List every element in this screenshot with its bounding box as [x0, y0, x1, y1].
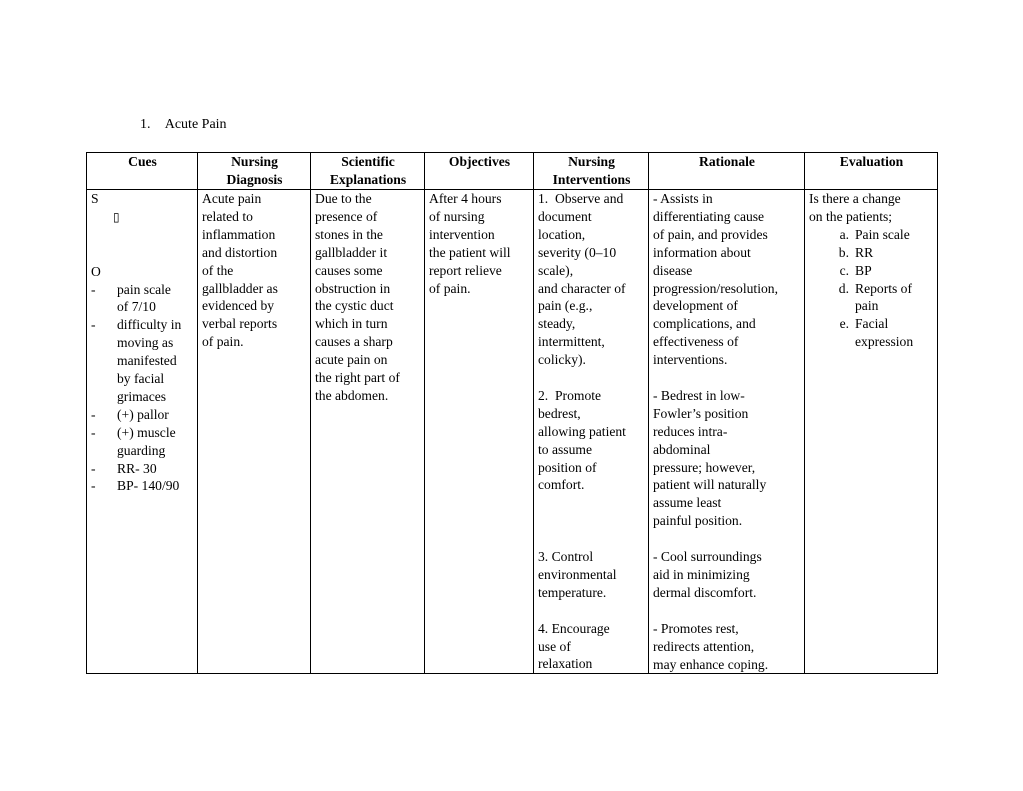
list-item: - RR- 30 [91, 460, 157, 476]
rationale-cell [649, 190, 805, 674]
header-nursing-diagnosis: Nursing Diagnosis [198, 153, 311, 190]
list-item: - (+) pallor [91, 406, 169, 422]
evaluation-cell [805, 190, 938, 674]
evaluation-list [809, 226, 934, 351]
objective-label: O [91, 263, 101, 279]
diagnosis-text: Acute pain related to inflammation and distortion of the gallbladder as evidenced by verbal reports of pain. [202, 191, 278, 350]
list-item: - pain scale of 7/10 [91, 281, 171, 315]
header-evaluation: Evaluation [805, 153, 938, 190]
intervention-4: 4. Encourage use of relaxation [538, 620, 610, 672]
list-item: - difficulty in moving as manifested by facial grimaces [91, 317, 182, 404]
header-rationale: Rationale [649, 153, 805, 190]
subjective-label: S [91, 191, 99, 206]
intervention-3: 3. Control environmental temperature. [538, 549, 617, 600]
section-heading [140, 116, 227, 134]
intervention-1: 1. Observe and document location, severity (0–10 scale), and character of pain (e.g., steady, intermittent, colicky). [538, 191, 626, 368]
list-item: a. Pain scale [839, 226, 910, 242]
header-row [87, 153, 938, 190]
rationale-2: - Bedrest in low- Fowler’s position reduces intra- abdominal pressure; however, patient will naturally assume least painful position. [653, 387, 767, 529]
list-item: - (+) muscle guarding [91, 424, 176, 458]
evaluation-intro: Is there a change on the patients; [809, 191, 901, 224]
list-item: c. BP [839, 262, 872, 278]
table-row [87, 190, 938, 674]
objectives-text: After 4 hours of nursing intervention the patient will report relieve of pain. [429, 191, 511, 296]
heading-title: Acute Pain [164, 117, 227, 132]
diagnosis-cell [198, 190, 311, 674]
header-nursing-interventions: Nursing Interventions [534, 153, 649, 190]
list-item: b. RR [838, 244, 874, 260]
list-item: d. Reports of pain [838, 280, 913, 314]
explanation-text: Due to the presence of stones in the gallbladder it causes some obstruction in the cystic duct which in turn causes a sharp acute pain on the right part of the abdomen. [315, 191, 400, 403]
list-item: e. Facial expression [839, 316, 914, 350]
interventions-cell [534, 190, 649, 674]
rationale-4: - Promotes rest, redirects attention, may enhance coping. [653, 620, 769, 672]
header-cues: Cues [87, 153, 198, 190]
nursing-care-plan-table [86, 152, 938, 674]
list-item: - BP- 140/90 [91, 478, 180, 494]
explanation-cell [311, 190, 425, 674]
objectives-cell [425, 190, 534, 674]
header-scientific-explanations: Scientific Explanations [311, 153, 425, 190]
rationale-1: - Assists in differentiating cause of pain, and provides information about disease progression/resolution, development of complications, and effectiveness of interventions. [653, 191, 778, 368]
rationale-3: - Cool surroundings aid in minimizing dermal discomfort. [653, 549, 762, 600]
intervention-2: 2. Promote bedrest, allowing patient to assume position of comfort. [538, 387, 626, 493]
heading-number: 1. [140, 117, 151, 132]
header-objectives: Objectives [425, 153, 534, 190]
missing-glyph-box-icon: ▯ [113, 209, 120, 224]
cues-cell [87, 190, 198, 674]
